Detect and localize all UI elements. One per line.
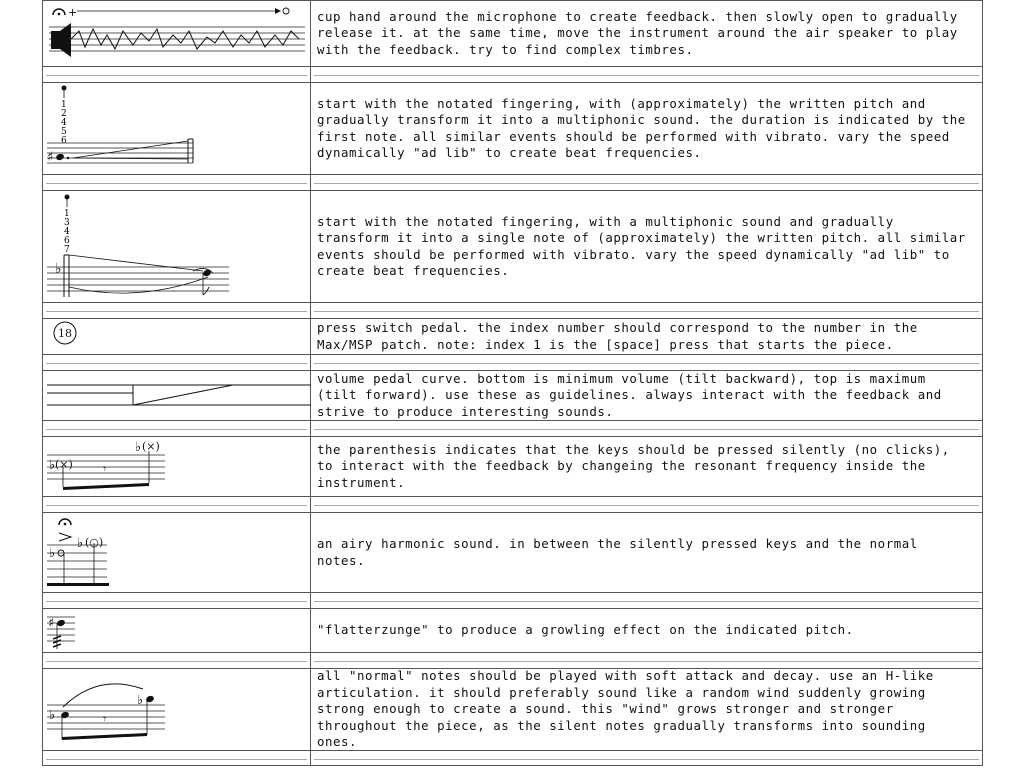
svg-text:♭: ♭ bbox=[55, 261, 62, 277]
description-cell bbox=[311, 190, 983, 302]
description-cell bbox=[311, 82, 983, 174]
fingering-digit: 3 bbox=[64, 218, 70, 228]
svg-text:♭: ♭ bbox=[49, 458, 56, 473]
legend-row-flatterzunge bbox=[42, 608, 983, 652]
svg-text:♭: ♭ bbox=[77, 536, 84, 551]
svg-text:♭: ♭ bbox=[137, 693, 144, 708]
notation-legend-table bbox=[42, 0, 983, 766]
svg-text:♭: ♭ bbox=[49, 546, 56, 561]
description-cell bbox=[311, 512, 983, 592]
svg-text:♭: ♭ bbox=[49, 708, 56, 723]
symbol-cell bbox=[42, 318, 311, 354]
fingering-digit: 2 bbox=[61, 109, 67, 119]
multiphonic-to-note-symbol bbox=[43, 191, 312, 303]
description-text: an airy harmonic sound. in between the silently pressed keys and the normal notes. bbox=[317, 536, 926, 568]
symbol-cell bbox=[42, 668, 311, 750]
description-text: start with the notated fingering, with (approximately) the written pitch and gradually transform it into a multiphonic sound. the duration is indicated by the first note. all similar events should be performed with vibrato. vary the speed dynamically "ad lib" to create beat frequencies. bbox=[317, 95, 974, 160]
description-cell bbox=[311, 318, 983, 354]
symbol-cell bbox=[42, 608, 311, 652]
legend-row-feedback bbox=[42, 0, 983, 66]
fingering-digit: 5 bbox=[61, 127, 67, 137]
svg-text:𝄾: 𝄾 bbox=[103, 462, 107, 476]
row-separator bbox=[42, 302, 983, 318]
description-text: press switch pedal. the index number should correspond to the number in the Max/MSP patch. note: index 1 is the [space] press that starts the piece. bbox=[317, 320, 926, 352]
symbol-cell bbox=[42, 370, 311, 420]
fingering-digit: 1 bbox=[61, 100, 67, 110]
index-number: 18 bbox=[58, 327, 72, 340]
volume-pedal-curve-symbol bbox=[43, 371, 312, 421]
row-separator bbox=[42, 420, 983, 436]
multiphonic-from-note-symbol bbox=[43, 83, 312, 175]
legend-row-switch-pedal bbox=[42, 318, 983, 354]
description-cell bbox=[311, 0, 983, 66]
fingering-digit: 4 bbox=[61, 118, 67, 128]
fingering-digit: 6 bbox=[61, 136, 67, 146]
row-separator bbox=[42, 496, 983, 512]
svg-text:♯: ♯ bbox=[48, 616, 55, 631]
legend-row-airy-harmonic bbox=[42, 512, 983, 592]
svg-text:(○): (○) bbox=[85, 536, 104, 549]
description-text: "flatterzunge" to produce a growling effect on the indicated pitch. bbox=[317, 622, 854, 638]
silent-keys-symbol bbox=[43, 437, 312, 497]
symbol-cell bbox=[42, 436, 311, 496]
svg-text:♭: ♭ bbox=[135, 440, 142, 455]
fingering-digit: 6 bbox=[64, 236, 70, 246]
flatterzunge-symbol bbox=[43, 609, 312, 653]
description-text: the parenthesis indicates that the keys should be pressed silently (no clicks), to interact with the feedback by changeing the resonant frequency inside the instrument. bbox=[317, 441, 958, 490]
svg-text:(×): (×) bbox=[55, 458, 73, 471]
row-separator bbox=[42, 592, 983, 608]
description-cell bbox=[311, 668, 983, 750]
description-cell bbox=[311, 370, 983, 420]
symbol-cell bbox=[42, 82, 311, 174]
row-separator bbox=[42, 750, 983, 766]
row-separator bbox=[42, 66, 983, 82]
legend-row-volume-pedal bbox=[42, 370, 983, 420]
svg-text:𝄾: 𝄾 bbox=[103, 712, 107, 726]
normal-notes-symbol bbox=[43, 669, 312, 751]
svg-text:♯: ♯ bbox=[47, 150, 54, 165]
legend-row-silent-keys bbox=[42, 436, 983, 496]
fingering-digit: 4 bbox=[64, 227, 70, 237]
svg-text:+: + bbox=[68, 6, 78, 19]
row-separator bbox=[42, 174, 983, 190]
row-separator bbox=[42, 652, 983, 668]
description-text: cup hand around the microphone to create feedback. then slowly open to gradually release it. at the same time, move the instrument around the air speaker to play with the feedback. try to find complex timbres. bbox=[317, 8, 966, 57]
feedback-glissando-symbol bbox=[43, 1, 312, 67]
symbol-cell bbox=[42, 0, 311, 66]
airy-harmonic-symbol bbox=[43, 513, 312, 593]
description-text: start with the notated fingering, with a multiphonic sound and gradually transform it into a single note of (approximately) the written pitch. all similar events should be performed with vibrato. vary the speed dynamically "ad lib" to create beat frequencies. bbox=[317, 213, 974, 278]
row-separator bbox=[42, 354, 983, 370]
switch-pedal-symbol bbox=[43, 319, 312, 355]
table-bottom-border bbox=[42, 765, 983, 766]
fingering-digit: 1 bbox=[64, 209, 70, 219]
description-text: volume pedal curve. bottom is minimum volume (tilt backward), top is maximum (tilt forward). use these as guidelines. always interact with the feedback and strive to produce interesting sounds. bbox=[317, 370, 950, 419]
symbol-cell bbox=[42, 190, 311, 302]
symbol-cell bbox=[42, 512, 311, 592]
legend-row-multiphonic-from-note bbox=[42, 82, 983, 174]
legend-row-multiphonic-to-note bbox=[42, 190, 983, 302]
svg-text:(×): (×) bbox=[142, 440, 160, 453]
description-cell bbox=[311, 436, 983, 496]
description-cell bbox=[311, 608, 983, 652]
legend-row-normal-notes bbox=[42, 668, 983, 750]
description-text: all "normal" notes should be played with soft attack and decay. use an H-like articulation. it should preferably sound like a random wind suddenly growing strong enough to create a sound. this "wind" grows stronger and stronger throughout the piece, as the silent notes gradually transforms into sounding ones. bbox=[317, 668, 942, 750]
fingering-digit: 7 bbox=[64, 245, 70, 255]
